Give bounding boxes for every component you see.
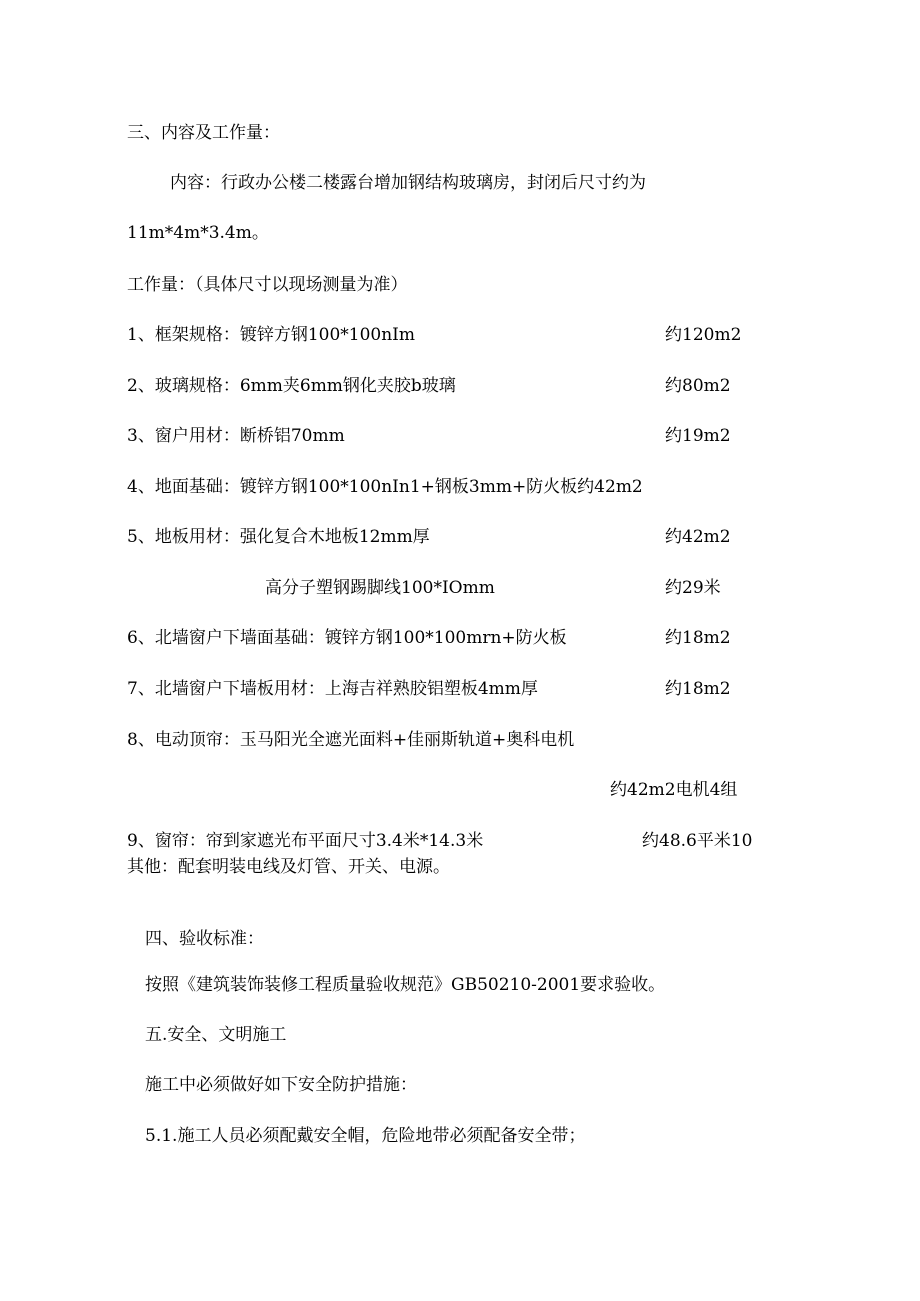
workload-item-label: 5、地板用材：强化复合木地板12mm厚 bbox=[127, 527, 430, 547]
workload-item-label: 4、地面基础：镀锌方钢100*100nIn1+钢板3mm+防火板约42m2 bbox=[127, 477, 643, 497]
section5-intro: 施工中必须做好如下安全防护措施： bbox=[145, 1075, 417, 1095]
workload-item-label: 8、电动顶帘：玉马阳光全遮光面料+佳丽斯轨道+奥科电机 bbox=[127, 730, 575, 750]
section5-heading: 五.安全、文明施工 bbox=[145, 1025, 287, 1045]
section4-text: 按照《建筑装饰装修工程质量验收规范》GB50210-2001要求验收。 bbox=[145, 975, 666, 995]
workload-item-label: 2、玻璃规格：6mm夹6mm钢化夹胶b玻璃 bbox=[127, 376, 456, 396]
content-line2: 11m*4m*3.4m。 bbox=[127, 223, 269, 243]
workload-item-amount: 约29米 bbox=[665, 578, 721, 598]
workload-item-label: 3、窗户用材：断桥铝70mm bbox=[127, 426, 345, 446]
section5-item1: 5.1.施工人员必须配戴安全帽，危险地带必须配备安全带； bbox=[145, 1126, 586, 1146]
workload-item-amount: 约42m2 bbox=[665, 527, 731, 547]
content-line1: 内容：行政办公楼二楼露台增加钢结构玻璃房，封闭后尺寸约为 bbox=[170, 173, 646, 193]
workload-item-label: 1、框架规格：镀锌方钢100*100nIm bbox=[127, 325, 415, 345]
workload-item-amount: 约48.6平米10 bbox=[642, 831, 753, 851]
workload-item-label: 9、窗帘：帘到家遮光布平面尺寸3.4米*14.3米 bbox=[127, 831, 484, 851]
workload-item-label: 其他：配套明装电线及灯管、开关、电源。 bbox=[127, 857, 450, 877]
workload-item-label: 高分子塑钢踢脚线100*IOmm bbox=[265, 578, 495, 598]
workload-item-amount: 约18m2 bbox=[665, 628, 731, 648]
workload-item-amount: 约42m2电机4组 bbox=[610, 780, 738, 800]
workload-heading: 工作量：（具体尺寸以现场测量为准） bbox=[127, 275, 408, 295]
workload-item-amount: 约19m2 bbox=[665, 426, 731, 446]
workload-item-amount: 约120m2 bbox=[665, 325, 742, 345]
workload-item-amount: 约18m2 bbox=[665, 679, 731, 699]
section3-heading: 三、内容及工作量： bbox=[127, 123, 280, 143]
workload-item-label: 7、北墙窗户下墙板用材：上海吉祥熟胶铝塑板4mm厚 bbox=[127, 679, 538, 699]
section4-heading: 四、验收标准： bbox=[145, 929, 264, 949]
workload-item-amount: 约80m2 bbox=[665, 376, 731, 396]
workload-item-label: 6、北墙窗户下墙面基础：镀锌方钢100*100mrn+防火板 bbox=[127, 628, 567, 648]
